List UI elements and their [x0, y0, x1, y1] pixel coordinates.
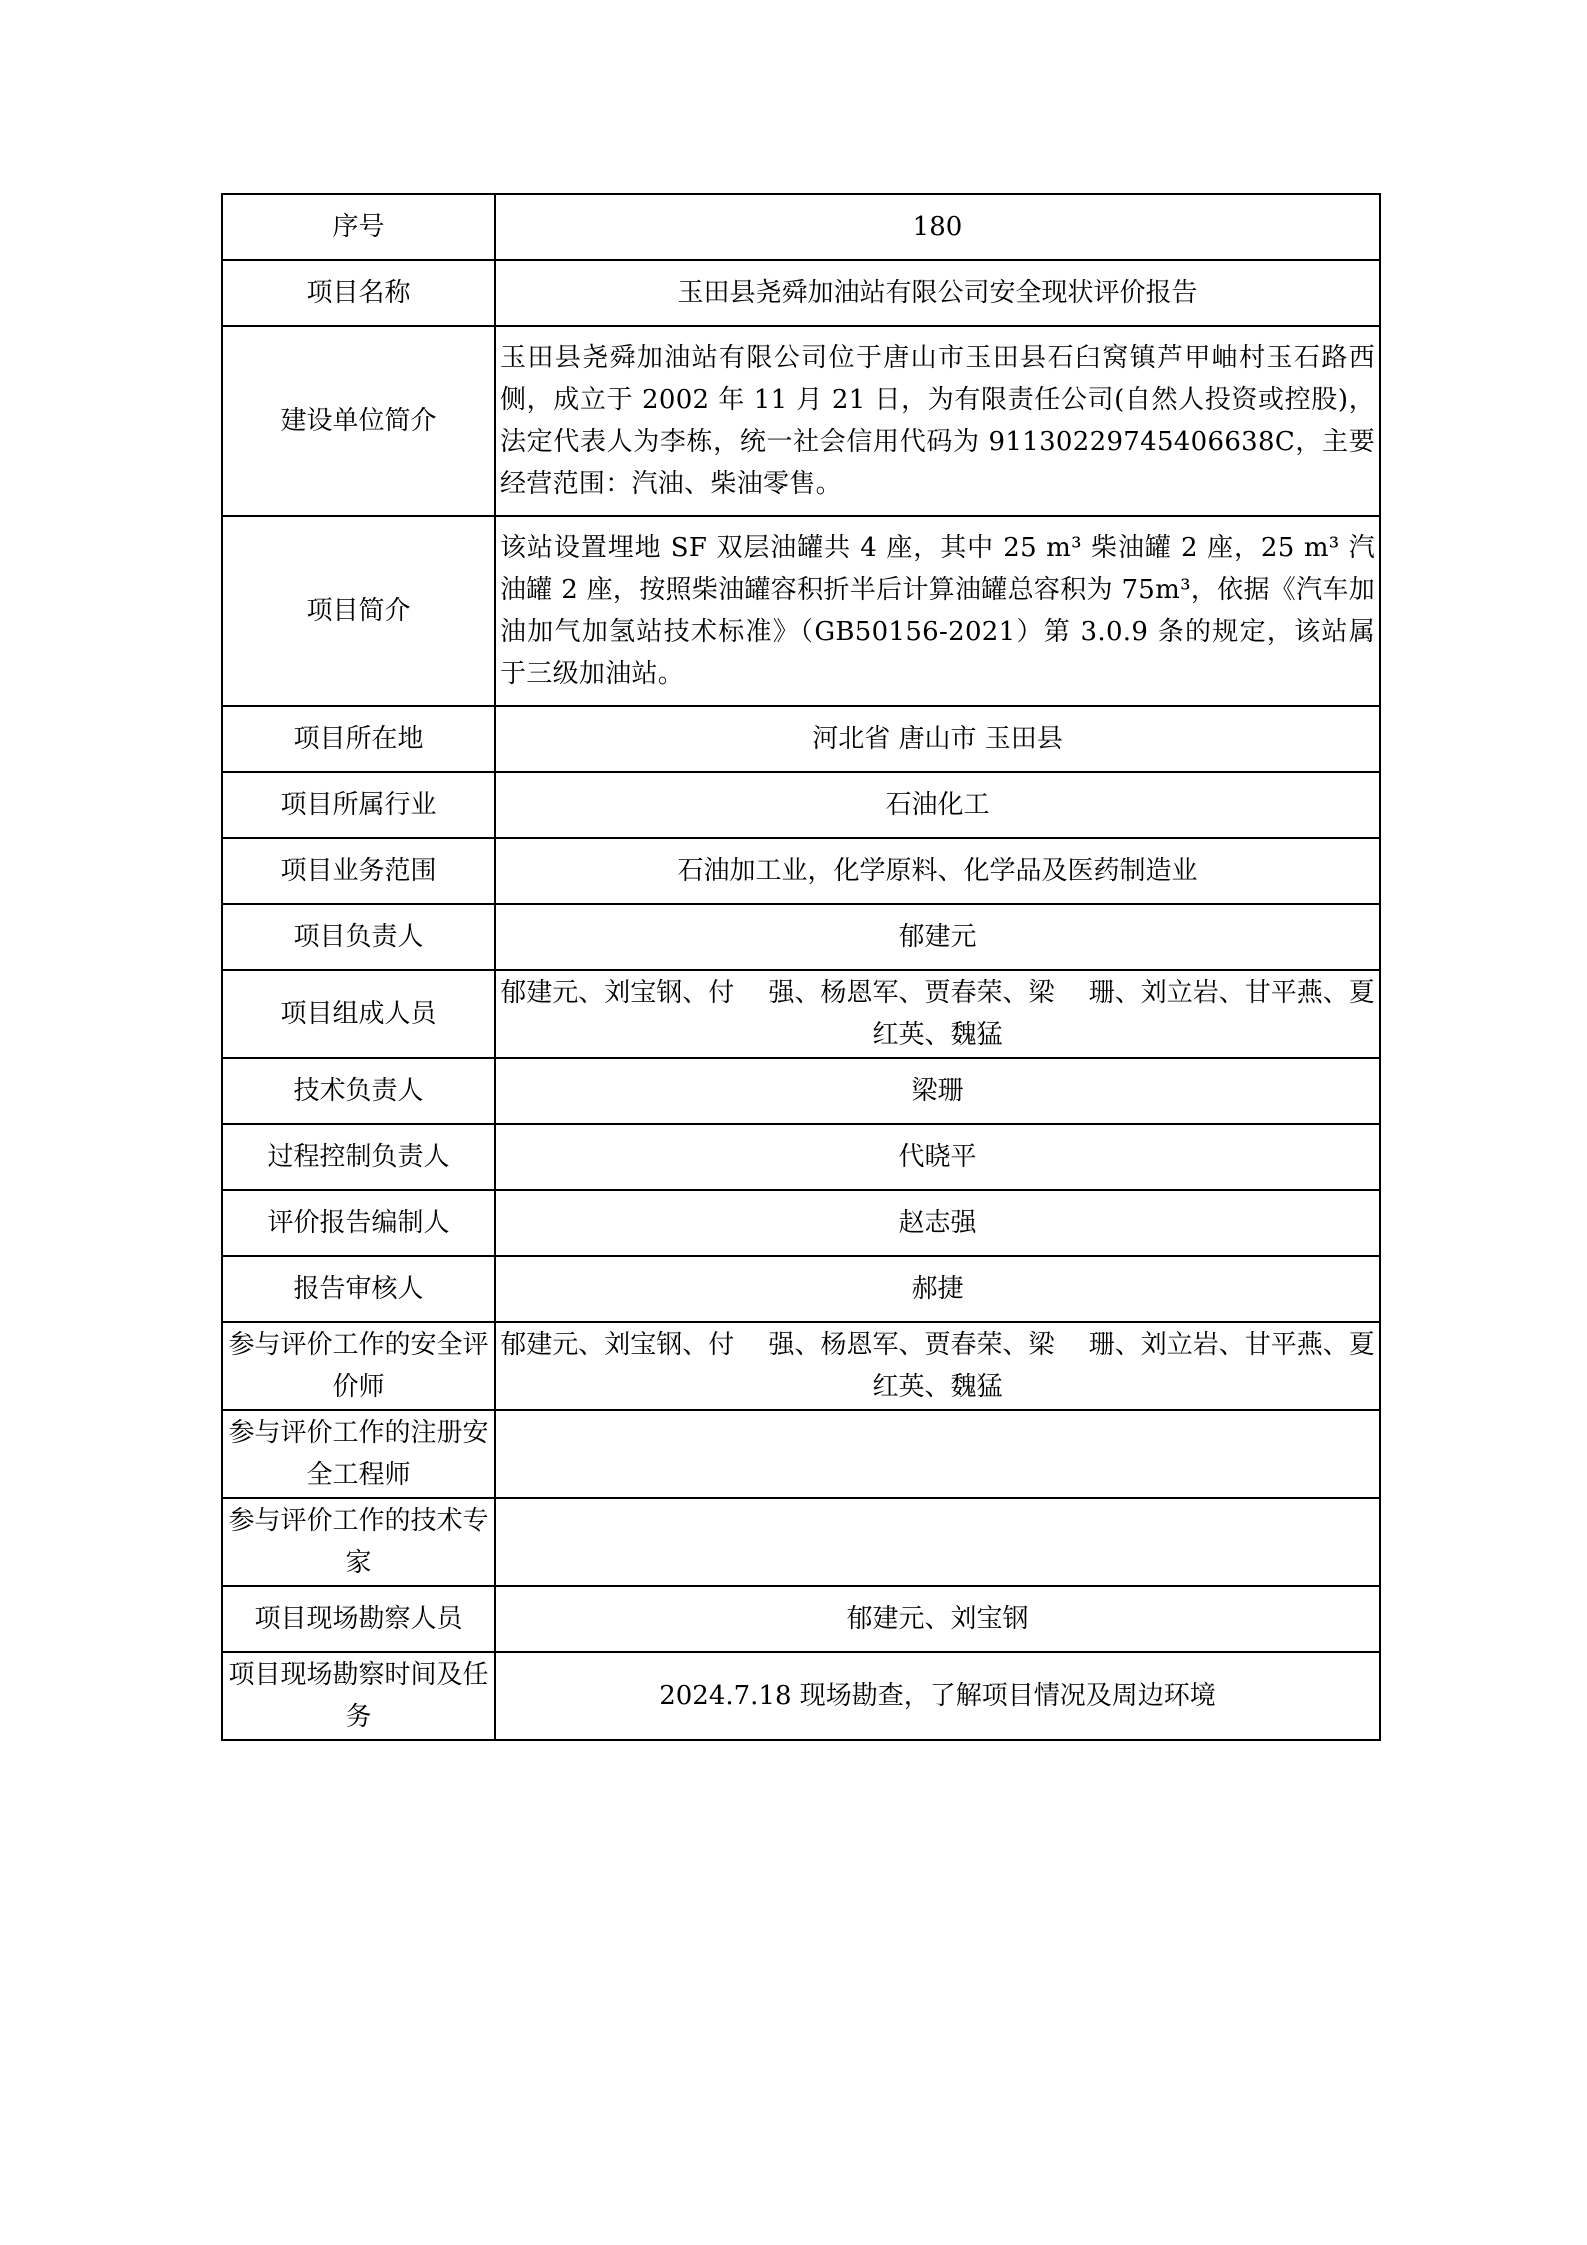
- row-value: 梁珊: [495, 1058, 1380, 1124]
- row-value: 郁建元: [495, 904, 1380, 970]
- row-value: 该站设置埋地 SF 双层油罐共 4 座，其中 25 m³ 柴油罐 2 座，25 m³ 汽油罐 2 座，按照柴油罐容积折半后计算油罐总容积为 75m³，依据《汽车加油加气加氢站技术标准》（GB50156-2021）第 3.0.9 条的规定，该站属于三级加油站。: [495, 516, 1380, 706]
- row-label: 过程控制负责人: [222, 1124, 495, 1190]
- table-row: [222, 1322, 1380, 1410]
- row-label: 参与评价工作的技术专家: [222, 1498, 495, 1586]
- row-value: 郁建元、刘宝钢、付 强、杨恩军、贾春荣、梁 珊、刘立岩、甘平燕、夏红英、魏猛: [495, 970, 1380, 1058]
- table-row: [222, 516, 1380, 706]
- table-row: [222, 772, 1380, 838]
- row-label: 项目业务范围: [222, 838, 495, 904]
- table-row: [222, 260, 1380, 326]
- row-value: 赵志强: [495, 1190, 1380, 1256]
- row-value: 玉田县尧舜加油站有限公司安全现状评价报告: [495, 260, 1380, 326]
- table-row: [222, 706, 1380, 772]
- table-row: [222, 326, 1380, 516]
- row-label: 建设单位简介: [222, 326, 495, 516]
- row-value: 石油化工: [495, 772, 1380, 838]
- row-value: 郝捷: [495, 1256, 1380, 1322]
- row-value: 2024.7.18 现场勘查，了解项目情况及周边环境: [495, 1652, 1380, 1740]
- row-label: 项目简介: [222, 516, 495, 706]
- row-label: 参与评价工作的安全评价师: [222, 1322, 495, 1410]
- row-label: 项目组成人员: [222, 970, 495, 1058]
- row-value: 郁建元、刘宝钢、付 强、杨恩军、贾春荣、梁 珊、刘立岩、甘平燕、夏红英、魏猛: [495, 1322, 1380, 1410]
- table-row: [222, 1652, 1380, 1740]
- row-value: [495, 1410, 1380, 1498]
- row-value: 玉田县尧舜加油站有限公司位于唐山市玉田县石臼窝镇芦甲岫村玉石路西侧，成立于 2002 年 11 月 21 日，为有限责任公司(自然人投资或控股)，法定代表人为李栋，统一社会信用代码为 91130229745406638C，主要经营范围：汽油、柴油零售。: [495, 326, 1380, 516]
- table-row: [222, 970, 1380, 1058]
- row-label: 项目负责人: [222, 904, 495, 970]
- row-label: 技术负责人: [222, 1058, 495, 1124]
- row-label: 项目名称: [222, 260, 495, 326]
- project-info-table: [221, 193, 1381, 1741]
- row-value: 石油加工业，化学原料、化学品及医药制造业: [495, 838, 1380, 904]
- table-row: [222, 1124, 1380, 1190]
- table-row: [222, 1256, 1380, 1322]
- row-label: 评价报告编制人: [222, 1190, 495, 1256]
- table-row: [222, 1410, 1380, 1498]
- row-value: 河北省 唐山市 玉田县: [495, 706, 1380, 772]
- table-row: [222, 1586, 1380, 1652]
- row-label: 项目现场勘察时间及任务: [222, 1652, 495, 1740]
- table-row: [222, 1190, 1380, 1256]
- table-row: [222, 194, 1380, 260]
- row-label: 序号: [222, 194, 495, 260]
- table-row: [222, 1498, 1380, 1586]
- table-row: [222, 1058, 1380, 1124]
- table-row: [222, 838, 1380, 904]
- row-value: [495, 1498, 1380, 1586]
- table-row: [222, 904, 1380, 970]
- row-value: 代晓平: [495, 1124, 1380, 1190]
- row-label: 参与评价工作的注册安全工程师: [222, 1410, 495, 1498]
- row-label: 项目所在地: [222, 706, 495, 772]
- row-label: 项目现场勘察人员: [222, 1586, 495, 1652]
- row-label: 报告审核人: [222, 1256, 495, 1322]
- row-label: 项目所属行业: [222, 772, 495, 838]
- row-value: 郁建元、刘宝钢: [495, 1586, 1380, 1652]
- row-value: 180: [495, 194, 1380, 260]
